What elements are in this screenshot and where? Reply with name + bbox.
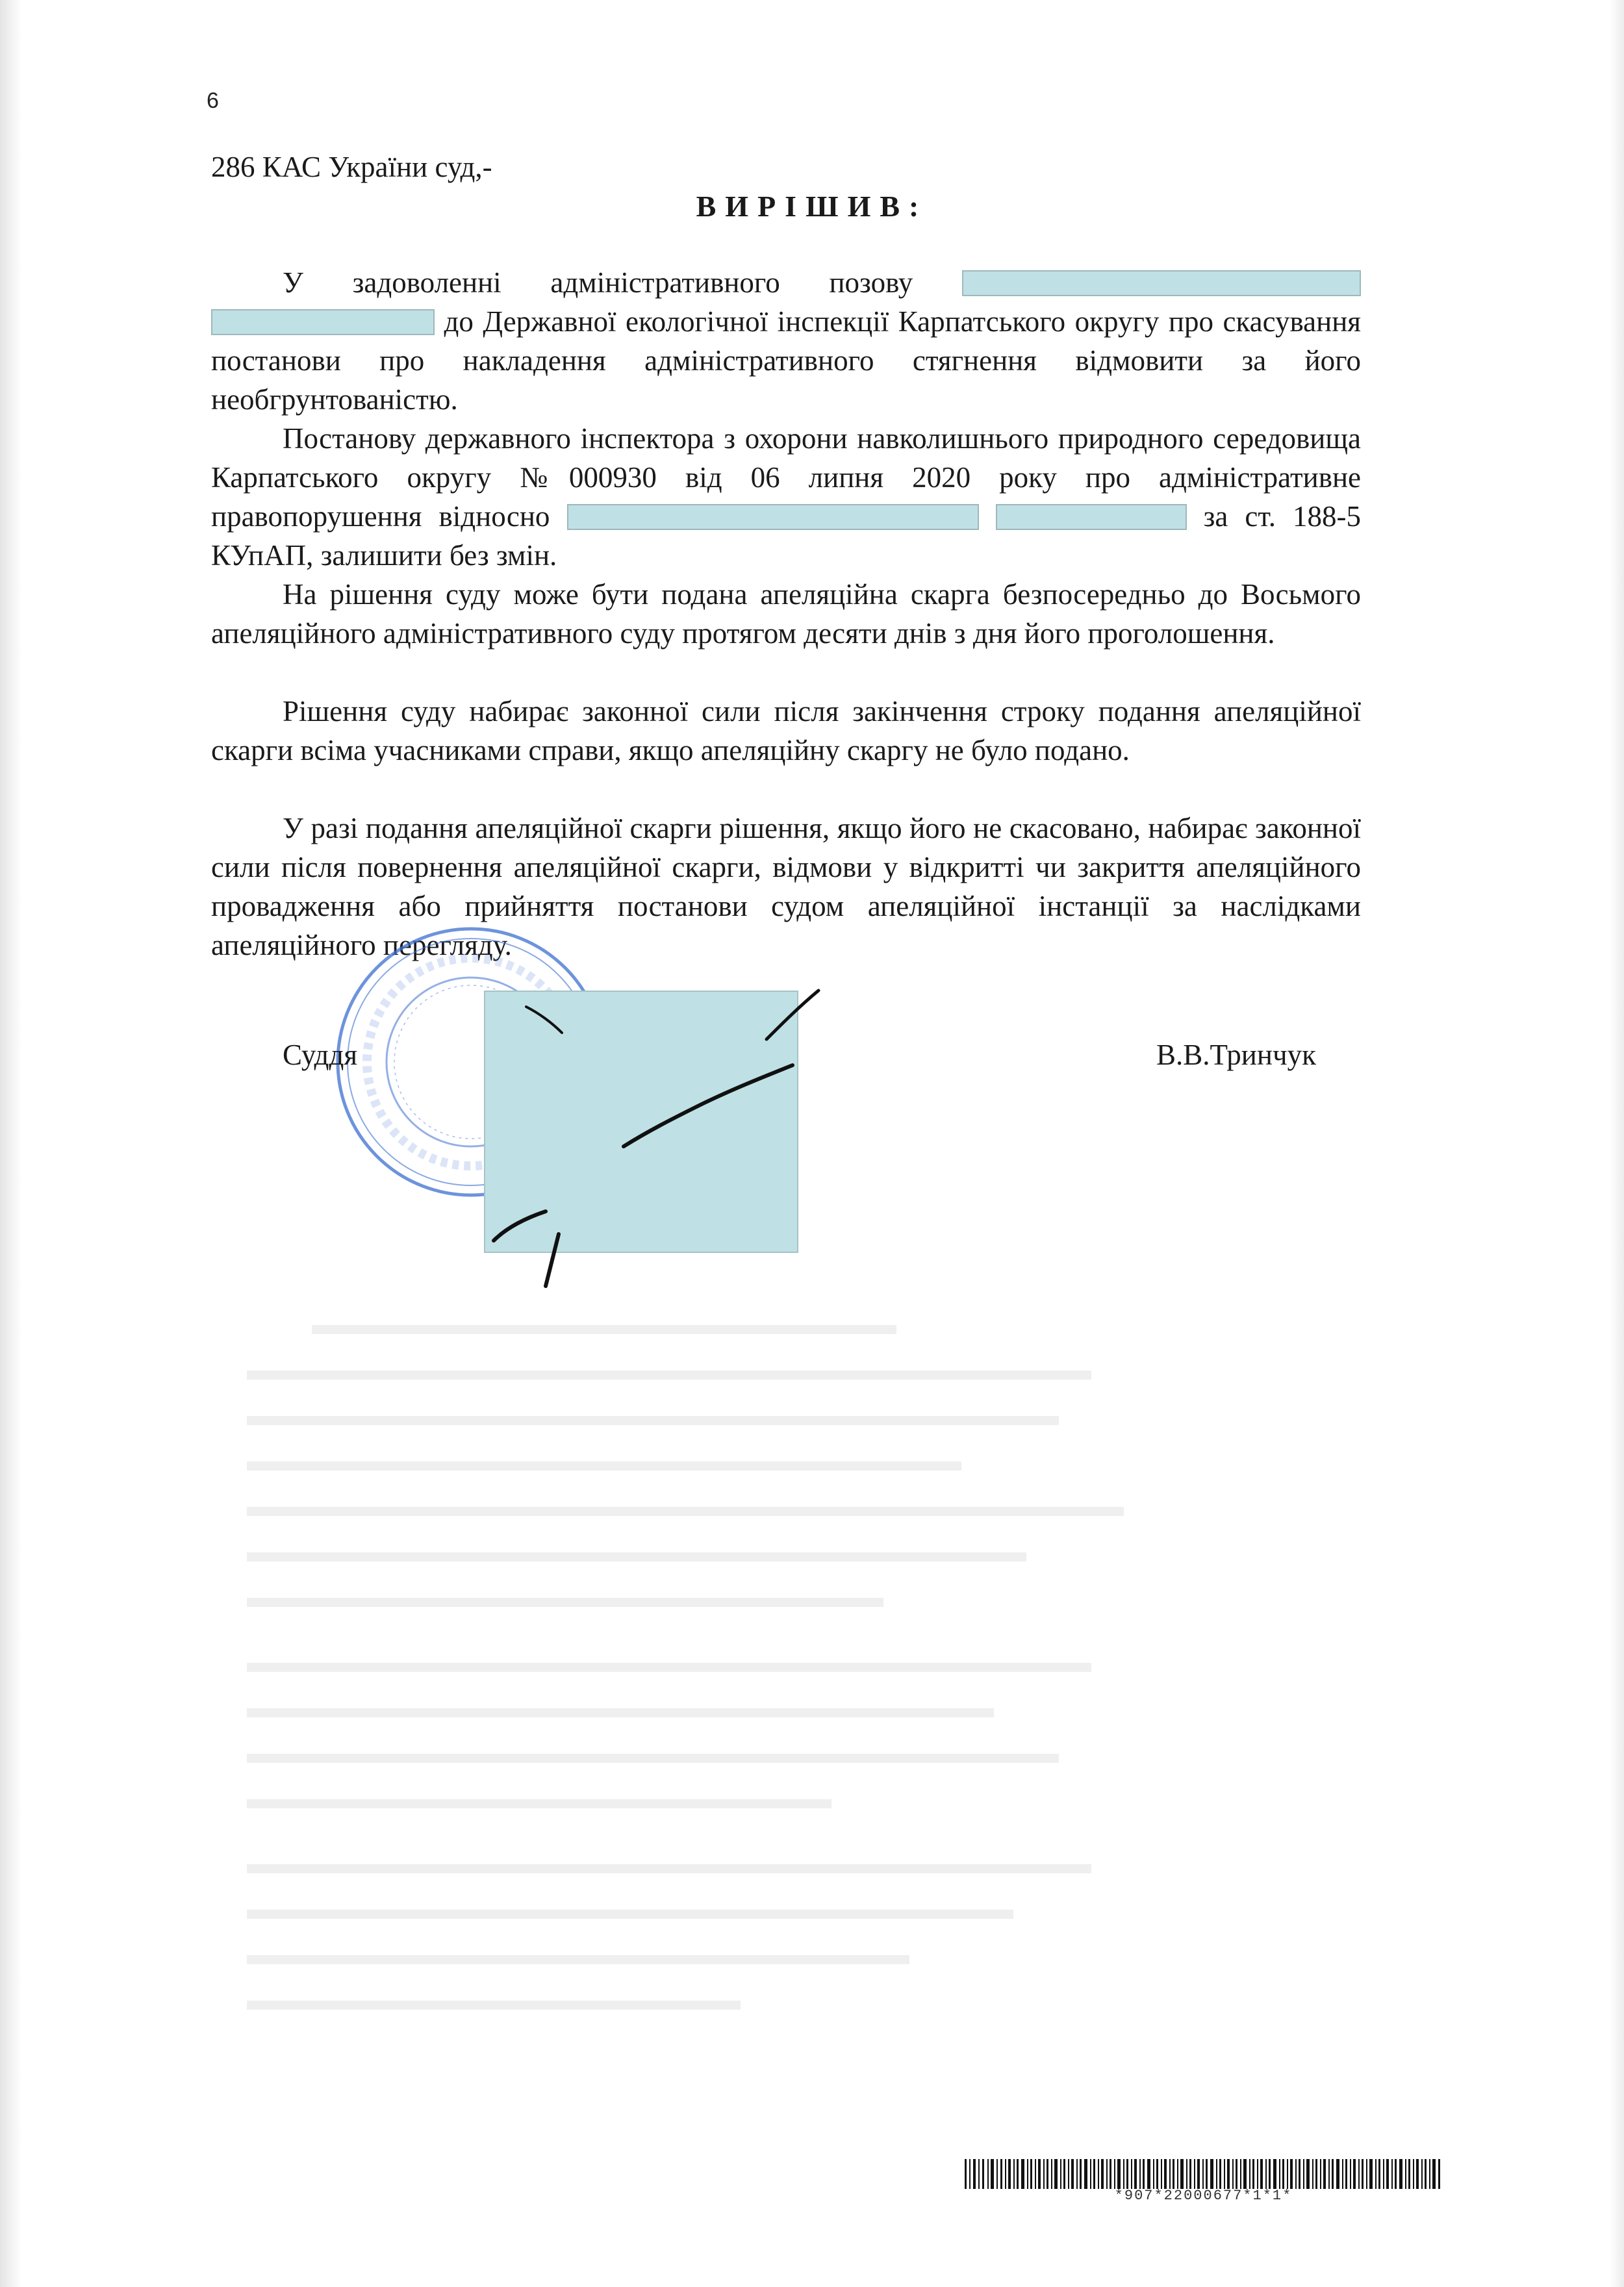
intro-line: 286 КАС України суд,-	[211, 151, 492, 183]
paragraph-dismissal-start: У задоволенні адміністративного позову	[283, 266, 913, 299]
barcode-icon	[965, 2159, 1442, 2189]
paragraph-ruling-start: Постанову державного інспектора з охорони навколишнього природного середовища Карпатського округу №000930 від 06 липня 2020 року про адміністративне правопорушення відносно	[211, 422, 1361, 533]
paragraph-appeal-effect: У разі подання апеляційної скарги рішення, якщо його не скасовано, набирає законної сили після повернення апеляційної скарги, відмови у відкритті чи закриття апеляційного провадження або прийняття постанови судом апеляційної інстанції за наслідками апеляційного перегляду.	[211, 812, 1361, 961]
page-number: 6	[207, 88, 219, 113]
redacted-name	[211, 309, 435, 335]
scan-edge-right	[1610, 0, 1624, 2287]
scan-edge-left	[0, 0, 22, 2287]
paragraph-appeal: На рішення суду може бути подана апеляційна скарга безпосередньо до Восьмого апеляційного адміністративного суду протягом десяти днів з дня його проголошення.	[211, 578, 1361, 650]
paragraph-effect: Рішення суду набирає законної сили після закінчення строку подання апеляційної скарги всіма учасниками справи, якщо апеляційну скаргу не було подано.	[211, 695, 1361, 766]
paragraph-dismissal-end: до Державної екологічної інспекції Карпатського округу про скасування постанови про накладення адміністративного стягнення відмовити за його необгрунтованістю.	[211, 305, 1361, 416]
paragraph-ruling-end: за ст. 188-5 КУпАП, залишити без змін.	[211, 500, 1361, 572]
judge-label: Суддя	[283, 1039, 358, 1071]
paragraph-dismissal	[211, 263, 1361, 419]
verdict-heading: ВИРІШИВ:	[696, 190, 928, 223]
paragraph-ruling	[211, 419, 1361, 575]
redacted-name	[996, 504, 1187, 530]
redacted-name	[962, 270, 1361, 296]
barcode-text: *907*22000677*1*1*	[1114, 2188, 1293, 2204]
judge-name: В.В.Тринчук	[1156, 1039, 1316, 1071]
redacted-name	[567, 504, 979, 530]
handwritten-signature-icon	[455, 961, 896, 1299]
bleed-through-texture	[214, 1299, 1319, 2143]
